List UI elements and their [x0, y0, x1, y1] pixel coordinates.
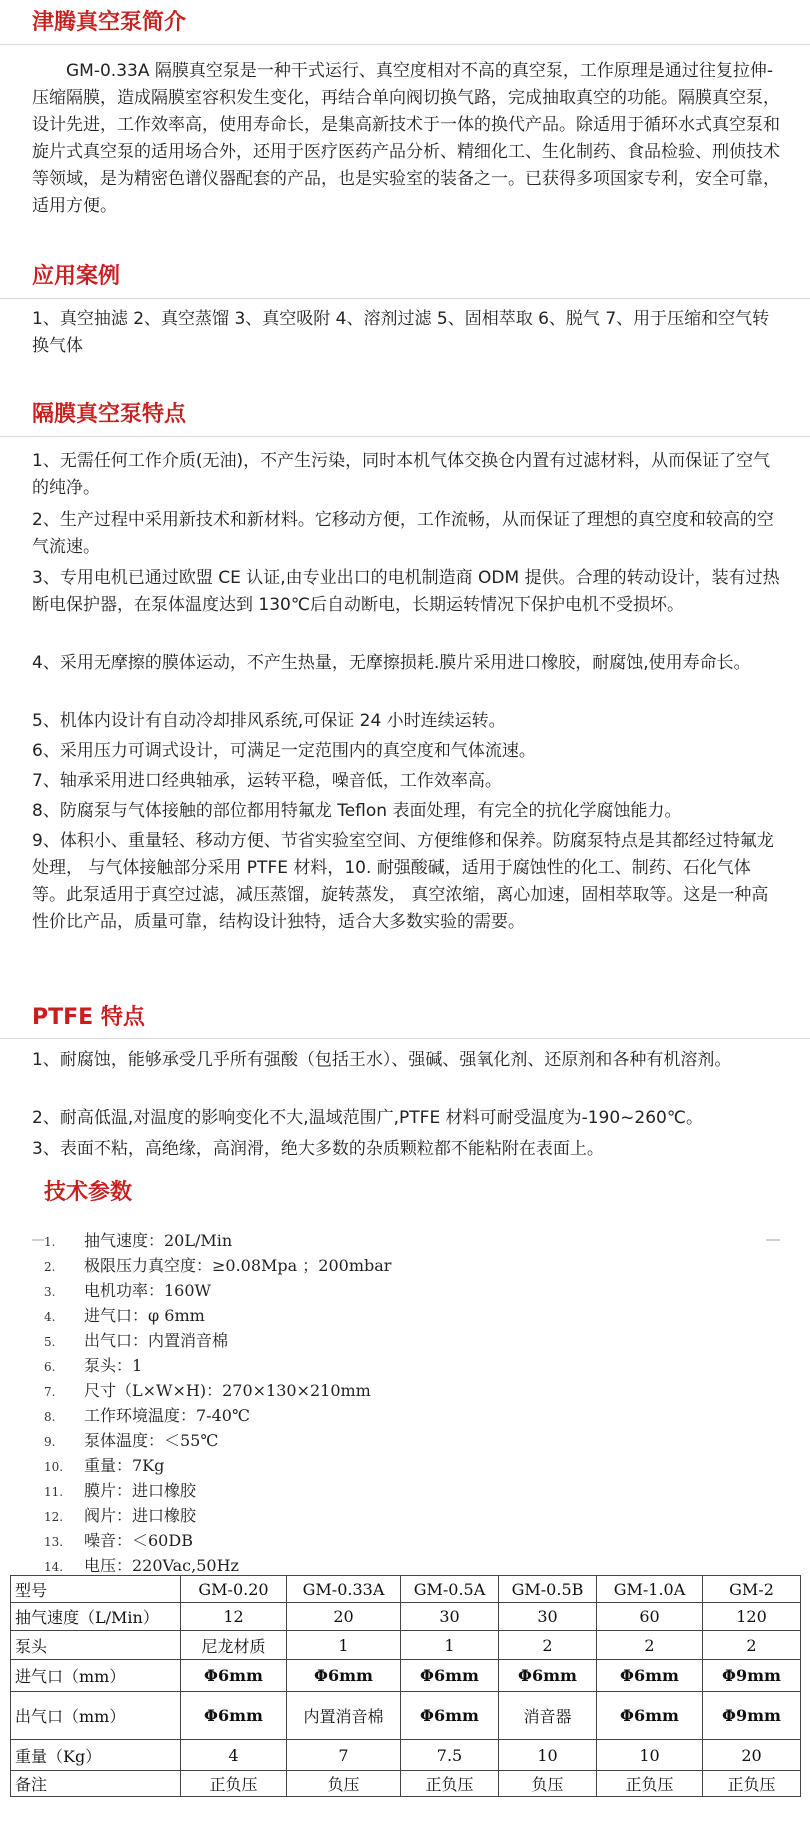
cases-title: 应用案例: [32, 264, 121, 289]
table-cell: 消音器: [499, 1692, 597, 1740]
table-cell: 2: [597, 1631, 703, 1660]
spec-text: 出气口：内置消音棉: [84, 1331, 229, 1350]
table-cell: Φ6mm: [597, 1692, 703, 1740]
spec-number: 2.: [44, 1260, 56, 1274]
model-comparison-table: [10, 1575, 801, 1797]
table-cell: Φ6mm: [287, 1660, 401, 1692]
table-cell: Φ6mm: [181, 1660, 287, 1692]
spec-number: 9.: [44, 1435, 56, 1449]
spec-number: 7.: [44, 1385, 56, 1399]
spec-item: [44, 1353, 391, 1378]
spec-text: 膜片：进口橡胶: [84, 1481, 197, 1500]
table-cell: 7: [287, 1740, 401, 1771]
spec-text: 电压：220Vac,50Hz: [84, 1556, 239, 1575]
table-cell: Φ6mm: [401, 1692, 499, 1740]
table-cell: 正负压: [181, 1771, 287, 1797]
ptfe-item-2: 2、耐高低温,对温度的影响变化不大,温域范围广,PTFE 材料可耐受温度为-190~260℃。: [32, 1108, 703, 1128]
spec-number: 12.: [44, 1510, 64, 1524]
ptfe-item-1: 1、耐腐蚀，能够承受几乎所有强酸（包括王水）、强碱、强氧化剂、还原剂和各种有机溶剂。: [32, 1050, 732, 1070]
table-cell: 7.5: [401, 1740, 499, 1771]
features-divider: [0, 436, 810, 437]
spec-number: 1.: [44, 1235, 56, 1249]
spec-text: 电机功率：160W: [84, 1281, 211, 1300]
table-cell: Φ6mm: [181, 1692, 287, 1740]
spec-number: 11.: [44, 1485, 64, 1499]
spec-text: 进气口：φ 6mm: [84, 1306, 205, 1325]
table-cell: 2: [499, 1631, 597, 1660]
row-header: 备注: [11, 1771, 181, 1797]
table-row-model: [11, 1576, 801, 1603]
spec-item: [44, 1378, 391, 1403]
row-header: 重量（Kg）: [11, 1740, 181, 1771]
table-cell: 正负压: [703, 1771, 801, 1797]
table-cell: 20: [703, 1740, 801, 1771]
spec-text: 尺寸（L×W×H)：270×130×210mm: [84, 1381, 371, 1400]
spec-number: 6.: [44, 1360, 56, 1374]
table-row-remark: [11, 1771, 801, 1797]
table-cell: 4: [181, 1740, 287, 1771]
intro-paragraph: GM-0.33A 隔膜真空泵是一种干式运行、真空度相对不高的真空泵，工作原理是通过往复拉伸- 压缩隔膜，造成隔膜室容积发生变化，再结合单向阀切换气路，完成抽取真空的功能。隔膜真空泵，设计先进，工作效率高，使用寿命长，是集高新技术于一体的换代产品。除适用于循环水式真空泵和旋片式真空泵的适用场合外，还用于医疗医药产品分析、精细化工、生化制药、食品检验、刑侦技术等领域，是为精密色谱仪器配套的产品，也是实验室的装备之一。已获得多项国家专利，安全可靠，适用方便。: [32, 61, 780, 216]
table-cell: 负压: [499, 1771, 597, 1797]
row-header: 进气口（mm）: [11, 1660, 181, 1692]
table-cell: 20: [287, 1603, 401, 1631]
spec-text: 泵头：1: [84, 1356, 143, 1375]
spec-number: 14.: [44, 1560, 64, 1574]
spec-item: [44, 1328, 391, 1353]
spec-item: [44, 1303, 391, 1328]
table-cell: Φ6mm: [597, 1660, 703, 1692]
intro-title: 津腾真空泵简介: [32, 10, 187, 35]
table-cell: GM-1.0A: [597, 1576, 703, 1603]
spec-text: 重量：7Kg: [84, 1456, 165, 1475]
spec-list: [44, 1228, 391, 1578]
table-cell: 正负压: [401, 1771, 499, 1797]
feature-item-3: 3、专用电机已通过欧盟 CE 认证,由专业出口的电机制造商 ODM 提供。合理的转动设计，装有过热断电保护器，在泵体温度达到 130℃后自动断电，长期运转情况下保护电机不受损坏。: [32, 568, 780, 615]
cases-paragraph: 1、真空抽滤 2、真空蒸馏 3、真空吸附 4、溶剂过滤 5、固相萃取 6、脱气 7、用于压缩和空气转换气体: [32, 309, 770, 356]
features-title: 隔膜真空泵特点: [32, 402, 187, 427]
table-cell: GM-2: [703, 1576, 801, 1603]
feature-item-4: 4、采用无摩擦的膜体运动，不产生热量，无摩擦损耗.膜片采用进口橡胶，耐腐蚀,使用寿命长。: [32, 653, 751, 673]
table-cell: 尼龙材质: [181, 1631, 287, 1660]
spec-item: [44, 1528, 391, 1553]
table-row-pumphead: [11, 1631, 801, 1660]
row-header: 出气口（mm）: [11, 1692, 181, 1740]
table-row-weight: [11, 1740, 801, 1771]
table-cell: Φ9mm: [703, 1692, 801, 1740]
cases-divider: [0, 298, 810, 299]
table-cell: 1: [401, 1631, 499, 1660]
intro-divider: [0, 44, 810, 45]
feature-item-2: 2、生产过程中采用新技术和新材料。它移动方便，工作流畅，从而保证了理想的真空度和较高的空气流速。: [32, 510, 774, 557]
spec-item: [44, 1228, 391, 1253]
table-row-speed: [11, 1603, 801, 1631]
row-header: 抽气速度（L/Min）: [11, 1603, 181, 1631]
specs-title: 技术参数: [44, 1180, 133, 1205]
table-cell: 120: [703, 1603, 801, 1631]
spec-text: 噪音：＜60DB: [84, 1531, 193, 1550]
spec-number: 5.: [44, 1335, 56, 1349]
ptfe-item-3: 3、表面不粘，高绝缘，高润滑，绝大多数的杂质颗粒都不能粘附在表面上。: [32, 1139, 604, 1159]
spec-item: [44, 1478, 391, 1503]
feature-item-8: 8、防腐泵与气体接触的部位都用特氟龙 Teflon 表面处理，有完全的抗化学腐蚀能力。: [32, 801, 682, 821]
table-cell: 30: [499, 1603, 597, 1631]
spec-number: 3.: [44, 1285, 56, 1299]
table-cell: Φ6mm: [401, 1660, 499, 1692]
table-cell: GM-0.20: [181, 1576, 287, 1603]
feature-item-7: 7、轴承采用进口经典轴承，运转平稳，噪音低，工作效率高。: [32, 771, 502, 791]
spec-text: 工作环境温度：7-40℃: [84, 1406, 250, 1425]
table-cell: 12: [181, 1603, 287, 1631]
table-cell: 60: [597, 1603, 703, 1631]
ptfe-divider: [0, 1038, 810, 1039]
spec-text: 泵体温度：＜55℃: [84, 1431, 219, 1450]
table-cell: Φ6mm: [499, 1660, 597, 1692]
spec-number: 8.: [44, 1410, 56, 1424]
table-cell: 30: [401, 1603, 499, 1631]
table-cell: 10: [597, 1740, 703, 1771]
table-cell: GM-0.5B: [499, 1576, 597, 1603]
spec-text: 阀片：进口橡胶: [84, 1506, 197, 1525]
spec-number: 10.: [44, 1460, 64, 1474]
specs-rule-right: [766, 1239, 780, 1241]
feature-item-5: 5、机体内设计有自动冷却排风系统,可保证 24 小时连续运转。: [32, 711, 506, 731]
specs-rule-left: [32, 1239, 44, 1241]
table-cell: 负压: [287, 1771, 401, 1797]
table-cell: GM-0.5A: [401, 1576, 499, 1603]
spec-item: [44, 1278, 391, 1303]
table-cell: 内置消音棉: [287, 1692, 401, 1740]
spec-item: [44, 1428, 391, 1453]
spec-item: [44, 1503, 391, 1528]
feature-item-6: 6、采用压力可调式设计，可满足一定范围内的真空度和气体流速。: [32, 741, 536, 761]
feature-item-1: 1、无需任何工作介质(无油)，不产生污染，同时本机气体交换仓内置有过滤材料，从而保证了空气的纯净。: [32, 451, 771, 498]
table-cell: GM-0.33A: [287, 1576, 401, 1603]
spec-item: [44, 1253, 391, 1278]
table-cell: 正负压: [597, 1771, 703, 1797]
ptfe-title: PTFE 特点: [32, 1005, 145, 1030]
table-row-inlet: [11, 1660, 801, 1692]
feature-item-9: 9、体积小、重量轻、移动方便、节省实验室空间、方便维修和保养。防腐泵特点是其都经过特氟龙处理， 与气体接触部分采用 PTFE 材料，10. 耐强酸碱，适用于腐蚀性的化工、制药、石化气体等。此泵适用于真空过滤，减压蒸馏，旋转蒸发， 真空浓缩，离心加速，固相萃取等。这是一种高性价比产品，质量可靠，结构设计独特，适合大多数实验的需要。: [32, 831, 774, 932]
table-cell: 10: [499, 1740, 597, 1771]
spec-number: 13.: [44, 1535, 64, 1549]
spec-number: 4.: [44, 1310, 56, 1324]
spec-text: 抽气速度：20L/Min: [84, 1231, 233, 1250]
row-header: 型号: [11, 1576, 181, 1603]
spec-text: 极限压力真空度：≥0.08Mpa ；200mbar: [84, 1256, 392, 1275]
table-cell: 2: [703, 1631, 801, 1660]
spec-item: [44, 1403, 391, 1428]
spec-item: [44, 1453, 391, 1478]
table-cell: Φ9mm: [703, 1660, 801, 1692]
table-row-outlet: [11, 1692, 801, 1740]
table-cell: 1: [287, 1631, 401, 1660]
row-header: 泵头: [11, 1631, 181, 1660]
